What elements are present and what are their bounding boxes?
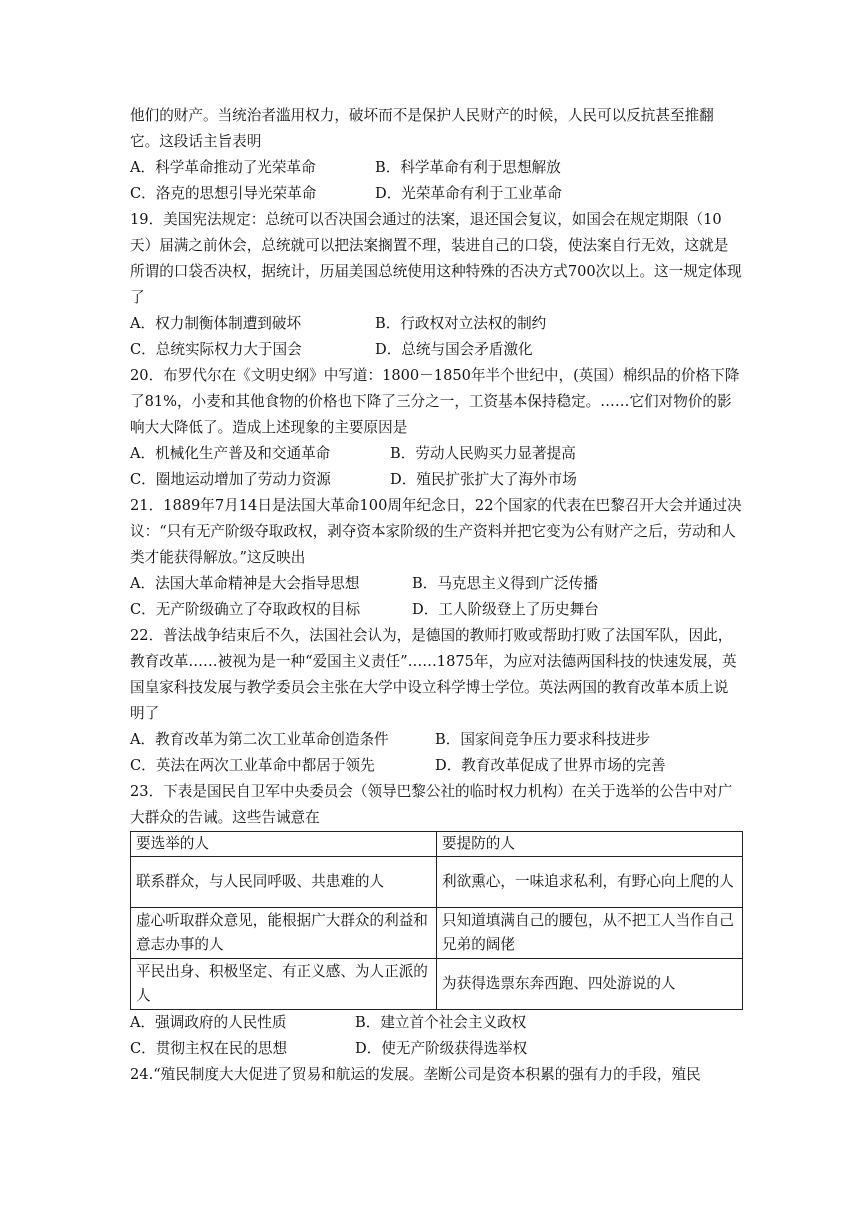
q19-option-a[interactable]: A．权力制衡体制遭到破坏 <box>130 315 302 332</box>
q23-option-b[interactable]: B．建立首个社会主义政权 <box>355 1014 527 1031</box>
q21-options-row1 <box>130 571 742 597</box>
q20-option-c[interactable]: C．圈地运动增加了劳动力资源 <box>130 471 331 488</box>
q19-option-c[interactable]: C．总统实际权力大于国会 <box>130 341 302 358</box>
table-header-cell: 要提防的人 <box>437 832 743 857</box>
q23-stem: 23．下表是国民自卫军中央委员会（领导巴黎公社的临时权力机构）在关于选举的公告中对广大群众的告诫。这些告诫意在 <box>130 783 733 826</box>
table-cell: 虚心听取群众意见，能根据广大群众的利益和意志办事的人 <box>131 908 437 959</box>
table-row <box>131 908 743 959</box>
q24-stem: 24.“殖民制度大大促进了贸易和航运的发展。垄断公司是资本积累的强有力的手段，殖民 <box>130 1066 701 1083</box>
table-cell: 联系群众，与人民同呼吸、共患难的人 <box>131 857 437 908</box>
q20-stem: 20．布罗代尔在《文明史纲》中写道：1800－1850年半个世纪中，(英国）棉织品的价格下降了81%，小麦和其他食物的价格也下降了三分之一，工资基本保持稳定。……它们对物价的影响大大降低了。造成上述现象的主要原因是 <box>130 367 740 436</box>
q19-option-d[interactable]: D．总统与国会矛盾激化 <box>375 341 533 358</box>
q18-options-row2 <box>130 181 742 207</box>
table-cell: 只知道填满自己的腰包，从不把工人当作自己兄弟的阔佬 <box>437 908 743 959</box>
table-cell: 利欲熏心，一味追求私利，有野心向上爬的人 <box>437 857 743 908</box>
q23-option-d[interactable]: D．使无产阶级获得选举权 <box>355 1040 528 1057</box>
q22-options-row1 <box>130 727 742 753</box>
q22-options-row2 <box>130 753 742 779</box>
q21-option-c[interactable]: C．无产阶级确立了夺取政权的目标 <box>130 601 361 618</box>
q19-stem: 19．美国宪法规定：总统可以否决国会通过的法案，退还国会复议，如国会在规定期限（10天）届满之前休会，总统就可以把法案搁置不理，装进自己的口袋，使法案自行无效，这就是所谓的口袋否决权，据统计，历届美国总统使用这种特殊的否决方式700次以上。这一规定体现了 <box>130 211 742 306</box>
q20-options-row2 <box>130 467 742 493</box>
q22-stem: 22．普法战争结束后不久，法国社会认为，是德国的教师打败或帮助打败了法国军队，因此，教育改革……被视为是一种“爱国主义责任”……1875年，为应对法德两国科技的快速发展，英国皇家科技发展与教学委员会主张在大学中设立科学博士学位。英法两国的教育改革本质上说明了 <box>130 627 737 722</box>
q23-options-row2 <box>130 1036 742 1062</box>
table-row <box>131 857 743 908</box>
question-content <box>130 103 742 1088</box>
q20-options-row1 <box>130 441 742 467</box>
q19-options-row1 <box>130 311 742 337</box>
election-table <box>130 831 743 1010</box>
q20-option-b[interactable]: B．劳动人民购买力显著提高 <box>390 445 576 462</box>
q18-option-b[interactable]: B．科学革命有利于思想解放 <box>375 159 561 176</box>
q20-option-a[interactable]: A．机械化生产普及和交通革命 <box>130 445 331 462</box>
q18-option-c[interactable]: C．洛克的思想引导光荣革命 <box>130 185 317 202</box>
q21-stem: 21．1889年7月14日是法国大革命100周年纪念日，22个国家的代表在巴黎召开大会并通过决议：“只有无产阶级夺取政权，剥夺资本家阶级的生产资料并把它变为公有财产之后，劳动和人类才能获得解放。”这反映出 <box>130 497 742 566</box>
q18-option-d[interactable]: D．光荣革命有利于工业革命 <box>375 185 562 202</box>
q19-option-b[interactable]: B．行政权对立法权的制约 <box>375 315 547 332</box>
q21-option-b[interactable]: B．马克思主义得到广泛传播 <box>412 575 598 592</box>
q22-option-c[interactable]: C．英法在两次工业革命中都居于领先 <box>130 757 375 774</box>
q23-options-row1 <box>130 1010 742 1036</box>
table-header-row <box>131 832 743 857</box>
table-cell: 平民出身、积极坚定、有正义感、为人正派的人 <box>131 959 437 1010</box>
q22-option-a[interactable]: A．教育改革为第二次工业革命创造条件 <box>130 731 389 748</box>
q18-option-a[interactable]: A．科学革命推动了光荣革命 <box>130 159 316 176</box>
table-header-cell: 要选举的人 <box>131 832 437 857</box>
q22-option-d[interactable]: D．教育改革促成了世界市场的完善 <box>435 757 666 774</box>
q20-option-d[interactable]: D．殖民扩张扩大了海外市场 <box>390 471 577 488</box>
q21-options-row2 <box>130 597 742 623</box>
q18-options-row1 <box>130 155 742 181</box>
q18-continuation: 他们的财产。当统治者滥用权力，破坏而不是保护人民财产的时候，人民可以反抗甚至推翻它。这段话主旨表明 <box>130 107 714 150</box>
table-row <box>131 959 743 1010</box>
q21-option-a[interactable]: A．法国大革命精神是大会指导思想 <box>130 575 360 592</box>
q21-option-d[interactable]: D．工人阶级登上了历史舞台 <box>412 601 599 618</box>
q23-option-c[interactable]: C．贯彻主权在民的思想 <box>130 1040 288 1057</box>
q19-options-row2 <box>130 337 742 363</box>
q23-option-a[interactable]: A．强调政府的人民性质 <box>130 1014 287 1031</box>
q22-option-b[interactable]: B．国家间竞争压力要求科技进步 <box>435 731 651 748</box>
table-cell: 为获得选票东奔西跑、四处游说的人 <box>437 959 743 1010</box>
